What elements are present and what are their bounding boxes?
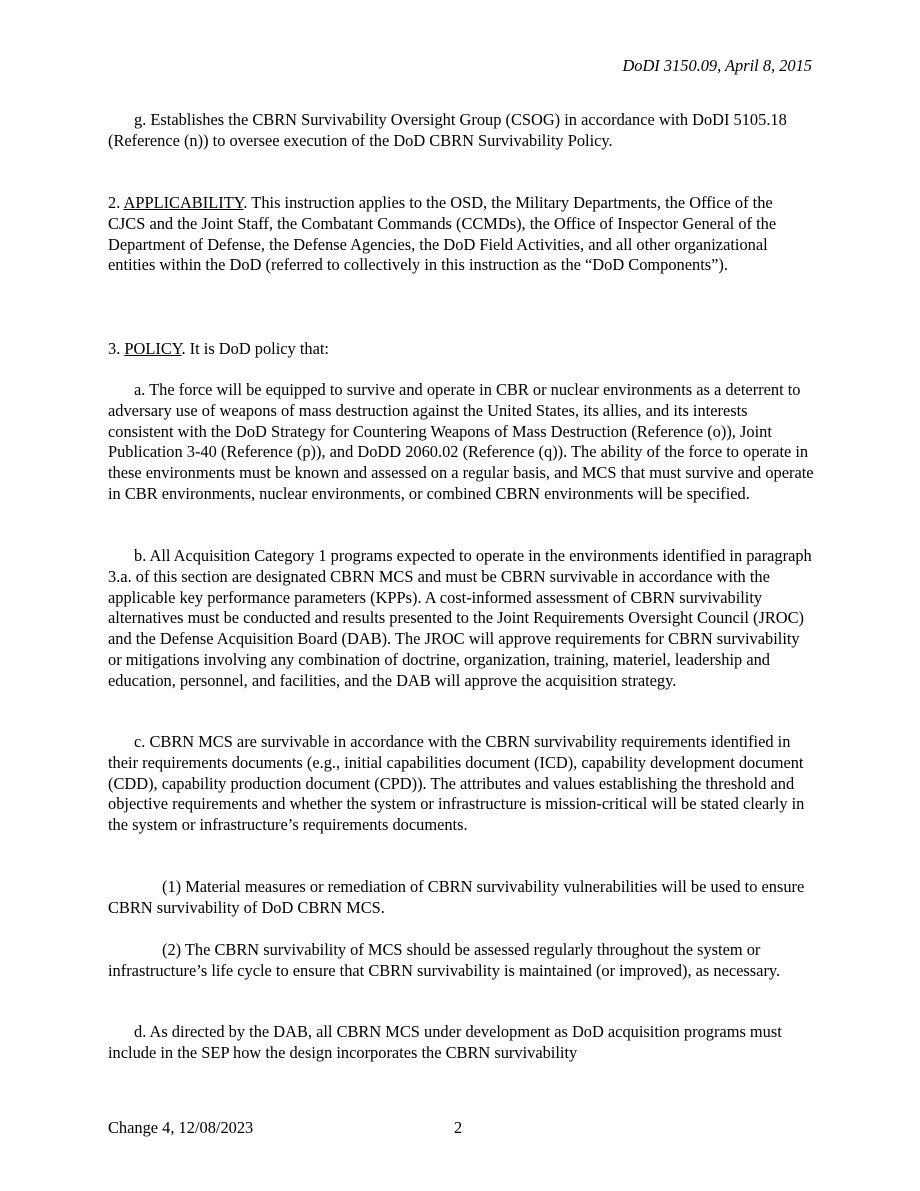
section-number-3: 3.: [108, 339, 125, 358]
applicability-text: . This instruction applies to the OSD, the Military Departments, the Office of the CJCS and the Joint Staff, the Combatant Commands (CCMDs), the Office of Inspector General of the Department of Defense, the Defense Agencies, the DoD Field Activities, and all other organizational entities within the DoD (referred to collectively in this instruction as the “DoD Components”).: [108, 193, 777, 275]
paragraph-3a: a. The force will be equipped to survive and operate in CBR or nuclear environments as a deterrent to adversary use of weapons of mass destruction against the United States, its allies, and its interests consistent with the DoD Strategy for Countering Weapons of Mass Destruction (Reference (o)), Joint Publication 3-40 (Reference (p)), and DoDD 2060.02 (Reference (q)). The ability of the force to operate in these environments must be known and assessed on a regular basis, and MCS that must survive and operate in CBR environments, nuclear environments, or combined CBRN environments will be specified.: [108, 380, 814, 503]
paragraph-3b: b. All Acquisition Category 1 programs expected to operate in the environments identified in paragraph 3.a. of this section are designated CBRN MCS and must be CBRN survivable in accordance with the applicable key performance parameters (KPPs). A cost-informed assessment of CBRN survivability alternatives must be conducted and results presented to the Joint Requirements Oversight Council (JROC) and the Defense Acquisition Board (DAB). The JROC will approve requirements for CBRN survivability or mitigations involving any combination of doctrine, organization, training, materiel, leadership and education, personnel, and facilities, and the DAB will approve the acquisition strategy.: [108, 546, 812, 690]
paragraph-3c2: (2) The CBRN survivability of MCS should be assessed regularly throughout the system or infrastructure’s life cycle to ensure that CBRN survivability is maintained (or improved), as necessary.: [108, 940, 781, 980]
section-number-2: 2.: [108, 193, 124, 212]
paragraph-policy: [108, 339, 814, 360]
heading-applicability: APPLICABILITY: [123, 193, 244, 212]
footer-change-date: Change 4, 12/08/2023: [108, 1118, 254, 1137]
footer-page-number: 2: [454, 1118, 463, 1137]
document-reference-header: DoDI 3150.09, April 8, 2015: [622, 56, 812, 75]
paragraph-g: g. Establishes the CBRN Survivability Oversight Group (CSOG) in accordance with DoDI 5105.18 (Reference (n)) to oversee execution of the DoD CBRN Survivability Policy.: [108, 110, 787, 150]
paragraph-3c: c. CBRN MCS are survivable in accordance with the CBRN survivability requirements identified in their requirements documents (e.g., initial capabilities document (ICD), capability development document (CDD), capability production document (CPD)). The attributes and values establishing the threshold and objective requirements and whether the system or infrastructure is mission-critical will be stated clearly in the system or infrastructure’s requirements documents.: [108, 732, 805, 835]
heading-policy: POLICY: [124, 339, 182, 358]
paragraph-3c1: (1) Material measures or remediation of CBRN survivability vulnerabilities will be used to ensure CBRN survivability of DoD CBRN MCS.: [108, 877, 805, 917]
paragraph-3d: d. As directed by the DAB, all CBRN MCS under development as DoD acquisition programs must include in the SEP how the design incorporates the CBRN survivability: [108, 1022, 782, 1062]
policy-intro-text: . It is DoD policy that:: [181, 339, 329, 358]
paragraph-applicability: [108, 193, 814, 276]
